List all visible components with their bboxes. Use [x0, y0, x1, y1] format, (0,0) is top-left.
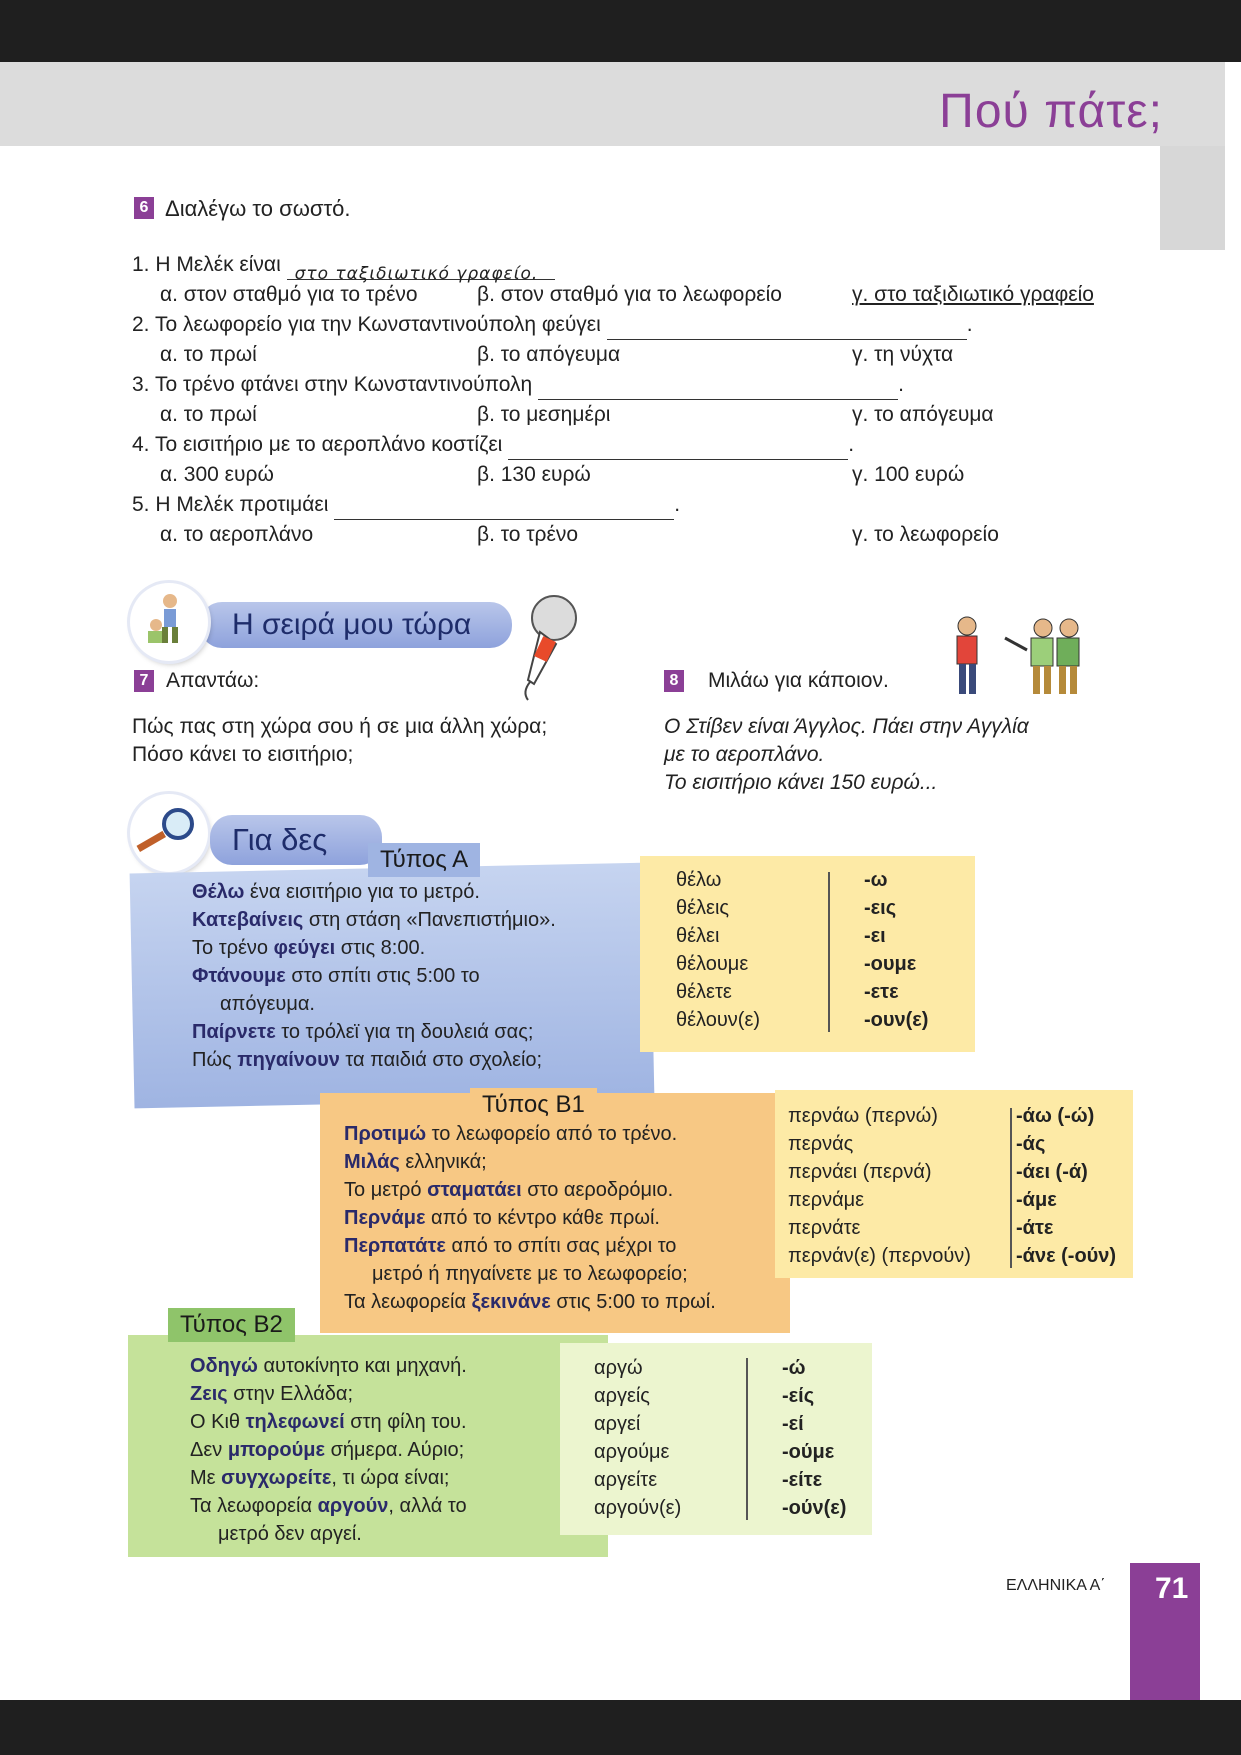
- verb-highlight: Ζεις: [190, 1383, 228, 1405]
- type-b1-endings: [1016, 1102, 1116, 1270]
- options-5: [132, 520, 1132, 550]
- option-c[interactable]: γ. τη νύχτα: [852, 343, 954, 366]
- verb-highlight: Οδηγώ: [190, 1355, 258, 1377]
- example-text: ελληνικά;: [399, 1151, 487, 1173]
- verb-ending: -ουμε: [864, 953, 917, 975]
- divider-line: [828, 872, 830, 1032]
- example-line: [192, 878, 556, 906]
- example-line: [190, 1380, 467, 1408]
- example-line: [192, 1046, 556, 1074]
- answer-3-field[interactable]: [538, 379, 898, 400]
- verb-ending: -άνε (-ούν): [1016, 1245, 1117, 1267]
- verb-highlight: Περνάμε: [344, 1207, 426, 1229]
- example-text: στο σπίτι στις 5:00 το: [285, 965, 480, 987]
- example-line: [344, 1176, 716, 1204]
- question-4: [132, 430, 1132, 460]
- verb-ending: -εί: [782, 1413, 804, 1435]
- look-title: Για δες: [232, 822, 328, 857]
- question-stem: 2. Το λεωφορείο για την Κωνσταντινούπολη φεύγει: [132, 313, 601, 336]
- option-c[interactable]: γ. το απόγευμα: [852, 403, 994, 426]
- option-a[interactable]: α. το αεροπλάνο: [160, 523, 314, 546]
- full-stop: .: [966, 313, 973, 336]
- option-c[interactable]: γ. 100 ευρώ: [852, 463, 965, 486]
- example-line: [344, 1120, 716, 1148]
- example-line: [190, 1408, 467, 1436]
- example-text: στις 8:00.: [335, 937, 426, 959]
- verb-highlight: τηλεφωνεί: [245, 1411, 345, 1433]
- type-b2-examples: [190, 1352, 467, 1548]
- option-a[interactable]: α. το πρωί: [160, 403, 257, 426]
- verb-highlight: αργούν: [317, 1495, 389, 1517]
- type-b1-examples: [344, 1120, 716, 1316]
- verb-highlight: σταματάει: [427, 1179, 522, 1201]
- verb-form: περνάμε: [788, 1189, 865, 1211]
- verb-ending: -ούμε: [782, 1441, 835, 1463]
- verb-form: αργούμε: [594, 1441, 670, 1463]
- verb-form: θέλουμε: [676, 953, 749, 975]
- verb-ending: -ει: [864, 925, 886, 947]
- verb-ending: -άς: [1016, 1133, 1046, 1155]
- kids-climbing-icon: [130, 583, 208, 661]
- verb-ending: -είτε: [782, 1469, 823, 1491]
- type-b1-label: Τύπος Β1: [470, 1088, 597, 1122]
- verb-ending: -άω (-ώ): [1016, 1105, 1095, 1127]
- example-line: [192, 962, 556, 990]
- verb-highlight: μπορούμε: [227, 1439, 326, 1461]
- example-text: , τι ώρα είναι;: [331, 1467, 450, 1489]
- option-a[interactable]: α. στον σταθμό για το τρένο: [160, 283, 418, 306]
- option-b[interactable]: β. 130 ευρώ: [477, 463, 591, 486]
- exercise-8-text: [664, 713, 1029, 797]
- verb-form: θέλεις: [676, 897, 730, 919]
- example-line: [190, 1352, 467, 1380]
- exercise-8-title: Μιλάω για κάποιον.: [708, 669, 889, 692]
- answer-4-field[interactable]: [508, 439, 848, 460]
- example-text: Πώς: [192, 1049, 238, 1071]
- example-line: [192, 990, 556, 1018]
- exercise-8-line: Το εισιτήριο κάνει 150 ευρώ...: [664, 771, 938, 794]
- option-c[interactable]: γ. το λεωφορείο: [852, 523, 999, 546]
- example-text: μετρό ή πηγαίνετε με το λεωφορείο;: [372, 1263, 688, 1285]
- verb-form: αργούν(ε): [594, 1497, 682, 1519]
- look-banner: [210, 815, 382, 865]
- verb-form: θέλω: [676, 869, 722, 891]
- type-b1-forms: [788, 1102, 971, 1270]
- type-b2-label: Τύπος Β2: [168, 1308, 295, 1342]
- example-text: , αλλά το: [388, 1495, 467, 1517]
- example-text: στην Ελλάδα;: [227, 1383, 354, 1405]
- verb-ending: -ούν(ε): [782, 1497, 847, 1519]
- example-text: Με: [190, 1467, 222, 1489]
- option-c[interactable]: γ. στο ταξιδιωτικό γραφείο: [852, 283, 1094, 306]
- my-turn-title: Η σειρά μου τώρα: [232, 608, 472, 641]
- example-line: [344, 1148, 716, 1176]
- exercise-number-6: 6: [134, 197, 154, 219]
- exercise-7-line: Πώς πας στη χώρα σου ή σε μια άλλη χώρα;: [132, 715, 548, 738]
- example-text: Τα λεωφορεία: [190, 1495, 318, 1517]
- question-stem: 3. Το τρένο φτάνει στην Κωνσταντινούπολη: [132, 373, 533, 396]
- verb-ending: -ουν(ε): [864, 1009, 929, 1031]
- option-b[interactable]: β. στον σταθμό για το λεωφορείο: [477, 283, 782, 306]
- my-turn-banner: [200, 602, 512, 648]
- example-text: Ο Κιθ: [190, 1411, 246, 1433]
- example-text: στη στάση «Πανεπιστήμιο».: [303, 909, 556, 931]
- example-text: το λεωφορείο από το τρένο.: [426, 1123, 678, 1145]
- microphone-icon: [510, 592, 586, 702]
- type-b2-endings: [782, 1354, 846, 1522]
- example-line: [190, 1436, 467, 1464]
- example-text: από το σπίτι σας μέχρι το: [445, 1235, 677, 1257]
- example-text: στη φίλη του.: [344, 1411, 467, 1433]
- answer-5-field[interactable]: [334, 499, 674, 520]
- example-text: από το κέντρο κάθε πρωί.: [425, 1207, 660, 1229]
- exercise-6-title: Διαλέγω το σωστό.: [165, 196, 351, 221]
- magnifier-icon: [130, 794, 208, 872]
- example-line: [192, 1018, 556, 1046]
- example-text: σήμερα. Αύριο;: [325, 1439, 465, 1461]
- example-line: [344, 1260, 716, 1288]
- exercise-8-line: Ο Στίβεν είναι Άγγλος. Πάει στην Αγγλία: [664, 715, 1029, 738]
- verb-highlight: Θέλω: [192, 881, 245, 903]
- question-5: [132, 490, 1132, 520]
- options-4: [132, 460, 1132, 490]
- verb-highlight: Προτιμώ: [344, 1123, 427, 1145]
- example-line: [190, 1464, 467, 1492]
- verb-highlight: φεύγει: [273, 937, 336, 959]
- options-1: [132, 280, 1132, 310]
- book-title: ΕΛΛΗΝΙΚΑ Α΄: [1006, 1577, 1106, 1594]
- option-b[interactable]: β. το τρένο: [477, 523, 579, 546]
- full-stop: .: [674, 493, 681, 516]
- verb-form: περνάω (περνώ): [788, 1105, 938, 1127]
- exercise-number-8: 8: [664, 670, 684, 692]
- verb-ending: -ετε: [864, 981, 899, 1003]
- example-line: [344, 1204, 716, 1232]
- verb-ending: -άει (-ά): [1016, 1161, 1088, 1183]
- question-2: [132, 310, 1132, 340]
- exercise-number-7: 7: [134, 670, 154, 692]
- verb-highlight: Φτάνουμε: [192, 965, 286, 987]
- verb-form: περνάς: [788, 1133, 854, 1155]
- exercise-6-questions: [132, 250, 1132, 550]
- option-a[interactable]: α. το πρωί: [160, 343, 257, 366]
- example-line: [344, 1288, 716, 1316]
- verb-form: αργώ: [594, 1357, 643, 1379]
- option-b[interactable]: β. το απόγευμα: [477, 343, 621, 366]
- type-a-examples: [192, 878, 556, 1074]
- example-text: μετρό δεν αργεί.: [218, 1523, 362, 1545]
- answer-1-field[interactable]: στο ταξιδιωτικό γραφείο.: [287, 259, 555, 280]
- option-b[interactable]: β. το μεσημέρι: [477, 403, 611, 426]
- verb-ending: -είς: [782, 1385, 815, 1407]
- divider-line: [746, 1358, 748, 1520]
- verb-form: περνάτε: [788, 1217, 861, 1239]
- verb-ending: -ώ: [782, 1357, 806, 1379]
- divider-line: [1010, 1108, 1012, 1268]
- question-1: [132, 250, 1132, 284]
- verb-highlight: Μιλάς: [344, 1151, 400, 1173]
- question-stem: 1. Η Μελέκ είναι: [132, 253, 281, 276]
- example-text: απόγευμα.: [220, 993, 315, 1015]
- example-text: το τρόλεϊ για τη δουλειά σας;: [275, 1021, 534, 1043]
- verb-highlight: Παίρνετε: [192, 1021, 276, 1043]
- verb-highlight: συγχωρείτε: [221, 1467, 332, 1489]
- verb-ending: -εις: [864, 897, 897, 919]
- example-line: [190, 1492, 467, 1520]
- verb-highlight: πηγαίνουν: [237, 1049, 340, 1071]
- header-side-block: [1160, 146, 1225, 250]
- example-text: Δεν: [190, 1439, 228, 1461]
- verb-highlight: Περπατάτε: [344, 1235, 446, 1257]
- exercise-8-line: με το αεροπλάνο.: [664, 743, 825, 766]
- verb-ending: -ω: [864, 869, 888, 891]
- option-a[interactable]: α. 300 ευρώ: [160, 463, 274, 486]
- example-line: [344, 1232, 716, 1260]
- answer-2-field[interactable]: [607, 319, 967, 340]
- verb-form: περνάει (περνά): [788, 1161, 932, 1183]
- example-text: στις 5:00 το πρωί.: [550, 1291, 716, 1313]
- type-b2-forms: [594, 1354, 681, 1522]
- full-stop: .: [848, 433, 855, 456]
- type-a-forms: [676, 866, 760, 1034]
- verb-form: θέλετε: [676, 981, 732, 1003]
- verb-ending: -άτε: [1016, 1217, 1054, 1239]
- verb-form: περνάν(ε) (περνούν): [788, 1245, 971, 1267]
- exercise-7-text: [132, 713, 547, 769]
- example-text: στο αεροδρόμιο.: [521, 1179, 674, 1201]
- page-number: 71: [1155, 1572, 1189, 1605]
- example-text: ένα εισιτήριο για το μετρό.: [244, 881, 480, 903]
- example-text: Τα λεωφορεία: [344, 1291, 472, 1313]
- verb-form: θέλουν(ε): [676, 1009, 761, 1031]
- type-a-label: Τύπος Α: [368, 843, 480, 877]
- scan-bottom-border: [0, 1700, 1241, 1755]
- verb-highlight: Κατεβαίνεις: [192, 909, 304, 931]
- verb-ending: -άμε: [1016, 1189, 1057, 1211]
- verb-form: αργεί: [594, 1413, 641, 1435]
- verb-form: αργείτε: [594, 1469, 658, 1491]
- example-text: Το τρένο: [192, 937, 274, 959]
- example-line: [192, 906, 556, 934]
- options-2: [132, 340, 1132, 370]
- example-line: [192, 934, 556, 962]
- look-badge: [130, 794, 208, 872]
- page-title: Πού πάτε;: [939, 85, 1163, 138]
- exercise-7-title: Απαντάω:: [166, 669, 260, 692]
- question-3: [132, 370, 1132, 400]
- options-3: [132, 400, 1132, 430]
- scan-top-border: [0, 0, 1241, 62]
- question-stem: 5. Η Μελέκ προτιμάει: [132, 493, 329, 516]
- people-talking-icon: [945, 610, 1095, 700]
- example-text: τα παιδιά στο σχολείο;: [339, 1049, 543, 1071]
- type-a-endings: [864, 866, 928, 1034]
- example-text: αυτοκίνητο και μηχανή.: [257, 1355, 467, 1377]
- full-stop: .: [898, 373, 904, 396]
- example-line: [190, 1520, 467, 1548]
- verb-form: αργείς: [594, 1385, 650, 1407]
- example-text: Το μετρό: [344, 1179, 428, 1201]
- question-stem: 4. Το εισιτήριο με το αεροπλάνο κοστίζει: [132, 433, 503, 456]
- exercise-7-line: Πόσο κάνει το εισιτήριο;: [132, 743, 354, 766]
- verb-highlight: ξεκινάνε: [471, 1291, 551, 1313]
- verb-form: θέλει: [676, 925, 720, 947]
- my-turn-badge: [130, 583, 208, 661]
